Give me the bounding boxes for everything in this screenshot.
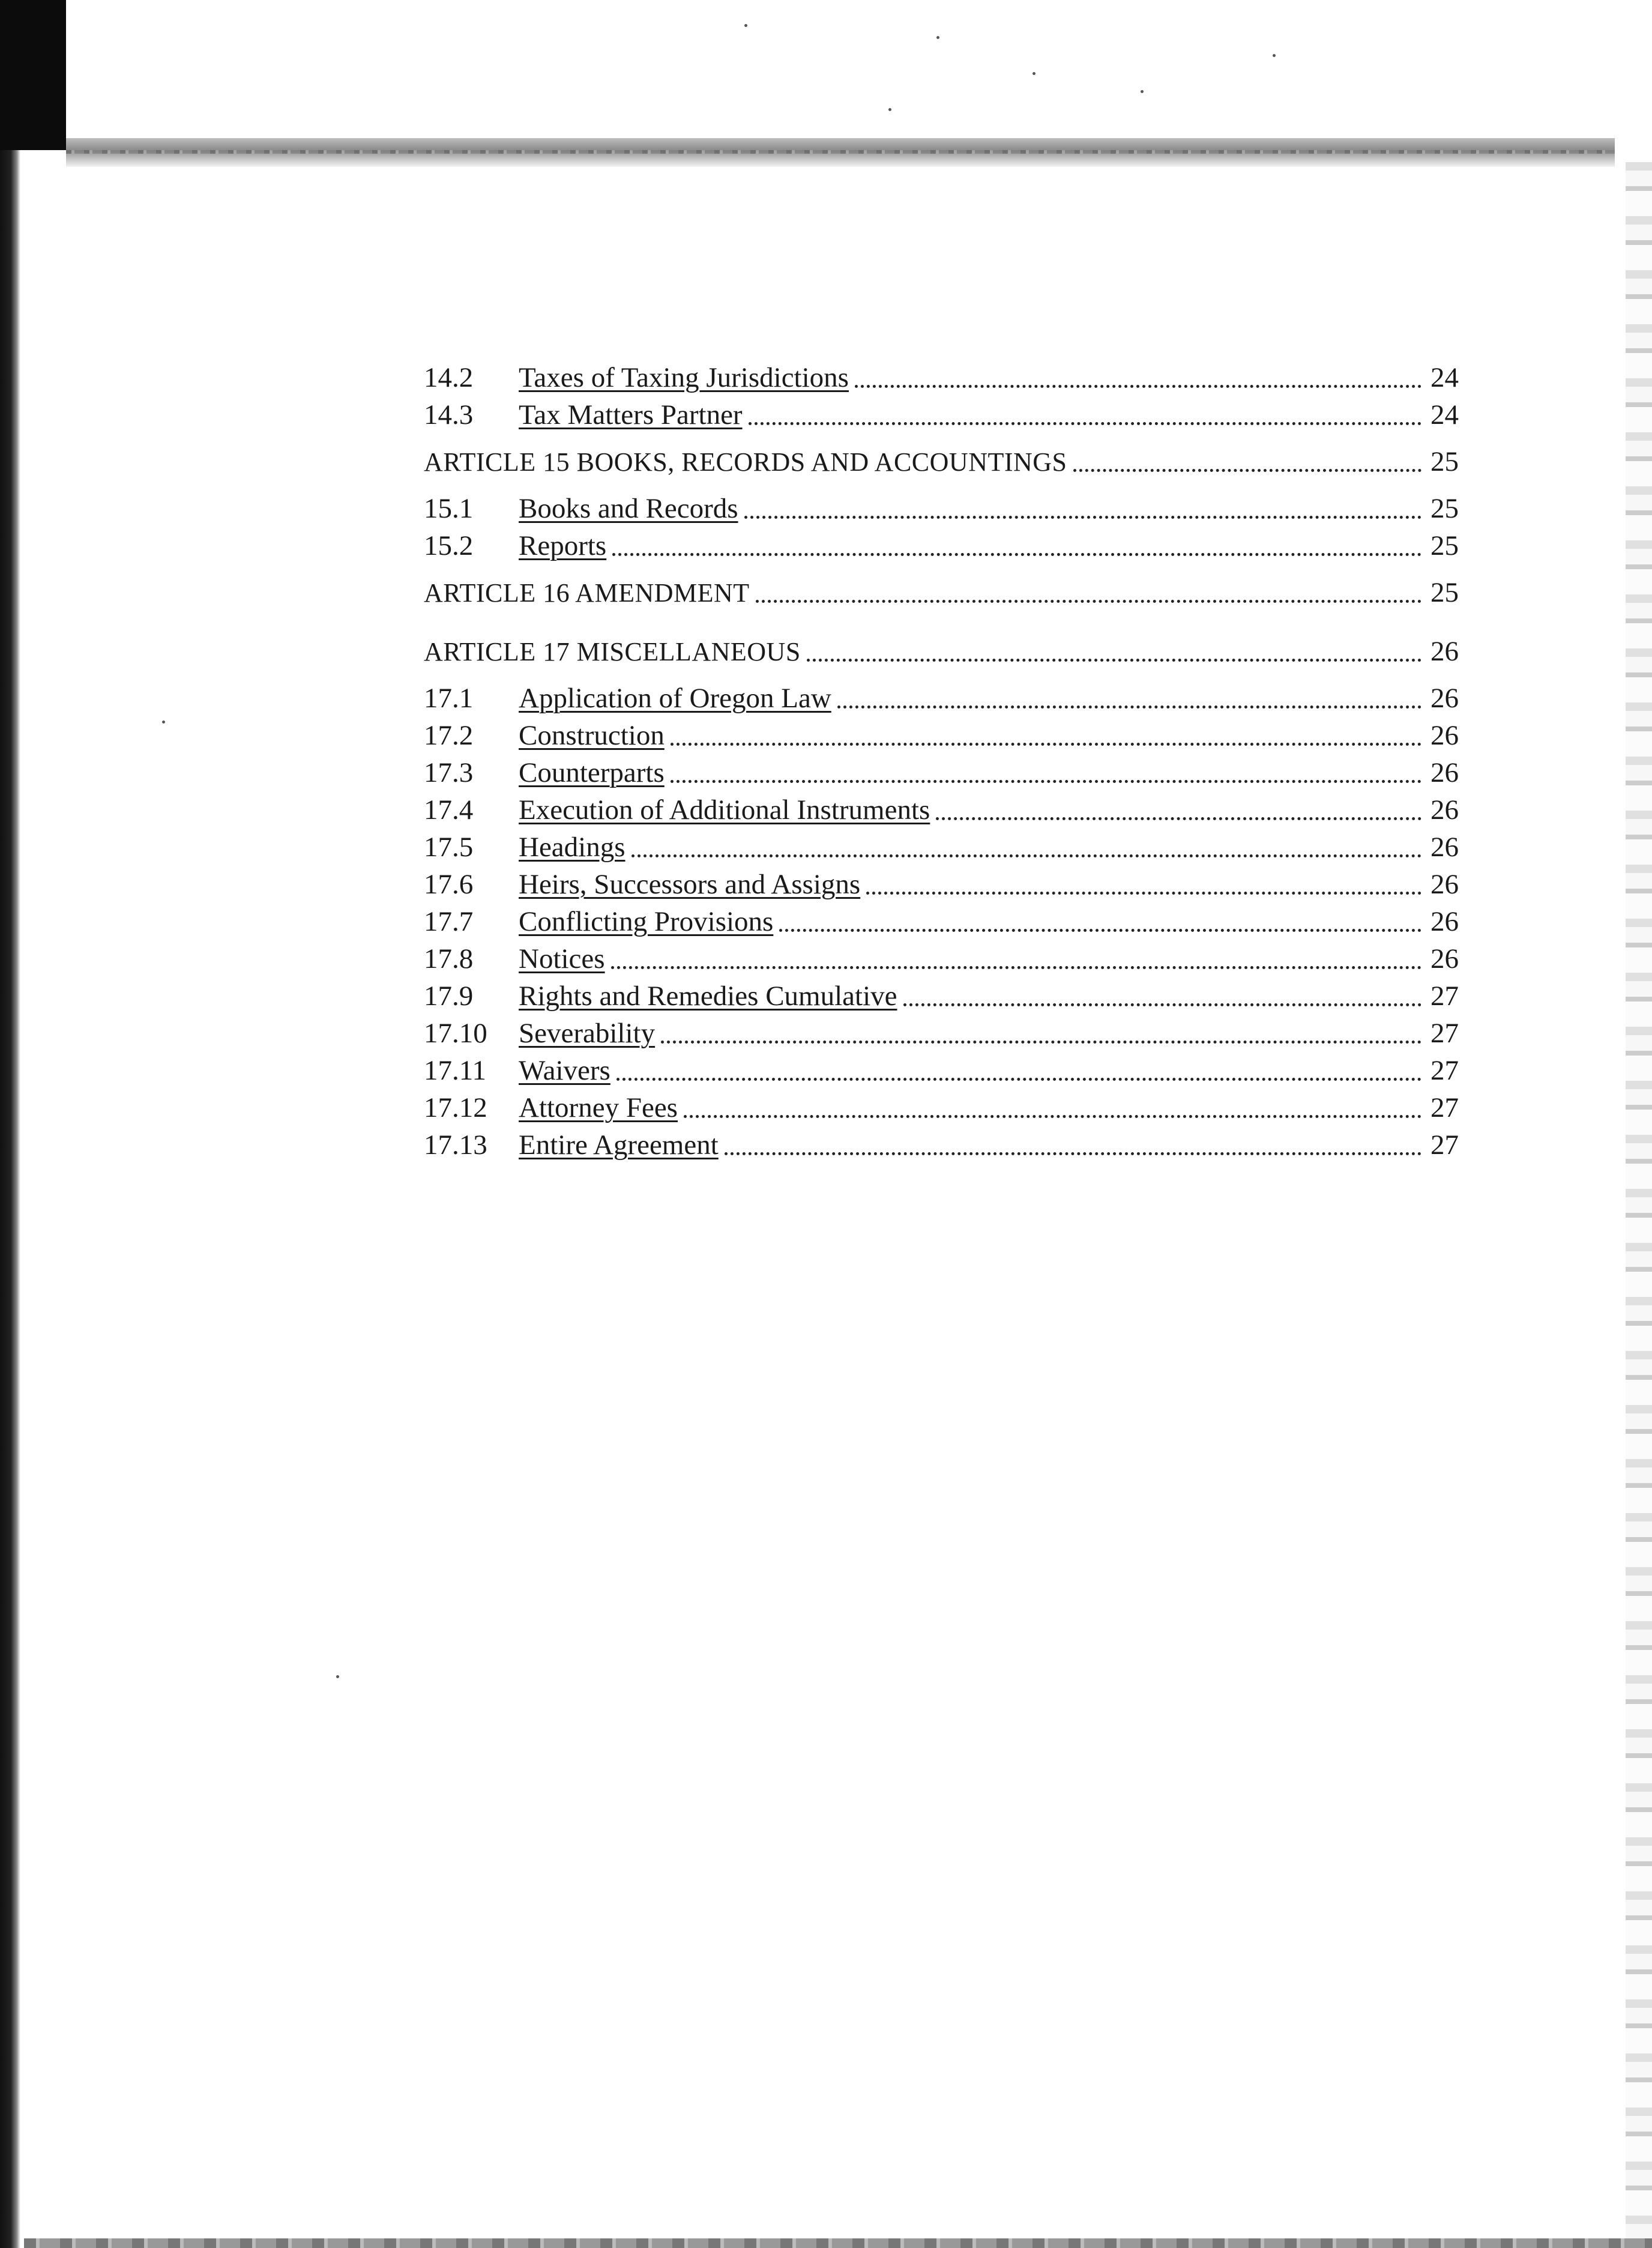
scan-speck: [1141, 90, 1144, 93]
section-number: 14.2: [424, 362, 474, 393]
section-title: Waivers: [519, 1055, 610, 1086]
section-number: 17.9: [424, 980, 474, 1012]
section-number: 17.7: [424, 906, 474, 937]
article-title: ARTICLE 17 MISCELLANEOUS: [424, 637, 801, 666]
toc-entry-17-9: [424, 977, 1459, 1015]
section-number: 17.5: [424, 832, 474, 863]
section-title: Taxes of Taxing Jurisdictions: [519, 362, 849, 393]
page-number: 24: [1430, 362, 1459, 393]
dot-leader: [684, 1089, 1421, 1126]
section-number: 17.2: [424, 720, 474, 751]
section-title: Attorney Fees: [519, 1092, 678, 1123]
page-number: 27: [1430, 1092, 1459, 1123]
toc-entry-17-12: [424, 1089, 1459, 1126]
toc-entry-17-5: [424, 829, 1459, 866]
dot-leader: [807, 633, 1421, 670]
page-number: 25: [1430, 446, 1459, 477]
section-title: Headings: [519, 832, 626, 863]
scan-edge-dark: [0, 0, 66, 150]
dot-leader: [671, 717, 1421, 754]
dot-leader: [661, 1015, 1421, 1052]
toc-entry-17-13: [424, 1126, 1459, 1164]
page-number: 26: [1430, 794, 1459, 826]
section-title: Entire Agreement: [519, 1129, 719, 1161]
article-title: ARTICLE 16 AMENDMENT: [424, 578, 750, 608]
toc-entry-17-1: [424, 680, 1459, 717]
scan-speck: [936, 36, 939, 39]
toc-entry-14-3: [424, 396, 1459, 434]
page-number: 27: [1430, 1018, 1459, 1049]
scan-speck: [744, 24, 747, 27]
section-number: 15.2: [424, 530, 474, 561]
section-title: Books and Records: [519, 493, 738, 524]
dot-leader: [671, 754, 1421, 791]
dot-leader: [632, 829, 1421, 866]
dot-leader: [616, 1052, 1421, 1089]
scan-edge-left: [0, 150, 20, 2248]
section-number: 15.1: [424, 493, 474, 524]
section-title: Rights and Remedies Cumulative: [519, 980, 897, 1012]
dot-leader: [611, 940, 1421, 977]
dot-leader: [744, 490, 1421, 527]
section-title: Application of Oregon Law: [519, 683, 831, 714]
page-number: 26: [1430, 720, 1459, 751]
section-title: Notices: [519, 943, 605, 974]
toc-entry-14-2: [424, 359, 1459, 396]
section-title: Execution of Additional Instruments: [519, 794, 930, 826]
scan-speck: [1273, 54, 1276, 57]
section-number: 17.12: [424, 1092, 487, 1123]
toc-entry-17-4: [424, 791, 1459, 829]
scan-speck: [888, 108, 891, 111]
dot-leader: [855, 359, 1421, 396]
page-number: 26: [1430, 636, 1459, 667]
page-number: 26: [1430, 832, 1459, 863]
page-number: 26: [1430, 869, 1459, 900]
section-number: 17.1: [424, 683, 474, 714]
page-number: 26: [1430, 757, 1459, 788]
dot-leader: [725, 1126, 1421, 1164]
section-number: 17.6: [424, 869, 474, 900]
section-number: 17.11: [424, 1055, 487, 1086]
page-number: 27: [1430, 1055, 1459, 1086]
toc-article-15: [424, 443, 1459, 480]
scan-speck: [1032, 72, 1036, 75]
page-number: 27: [1430, 1129, 1459, 1161]
section-number: 17.10: [424, 1018, 487, 1049]
section-title: Severability: [519, 1018, 656, 1049]
section-number: 17.4: [424, 794, 474, 826]
section-title: Construction: [519, 720, 665, 751]
section-title: Tax Matters Partner: [519, 399, 743, 431]
dot-leader: [866, 866, 1421, 903]
dot-leader: [612, 527, 1421, 564]
toc-entry-17-7: [424, 903, 1459, 940]
dot-leader: [756, 574, 1421, 611]
page-number: 26: [1430, 683, 1459, 714]
section-title: Conflicting Provisions: [519, 906, 774, 937]
toc-entry-15-2: [424, 527, 1459, 564]
dot-leader: [936, 791, 1421, 829]
dot-leader: [749, 396, 1421, 434]
page-number: 25: [1430, 493, 1459, 524]
dot-leader: [903, 977, 1421, 1015]
toc-article-16: [424, 574, 1459, 611]
page-number: 27: [1430, 980, 1459, 1012]
scan-edge-bottom: [24, 2238, 1652, 2248]
table-of-contents: [424, 359, 1459, 1164]
section-number: 17.3: [424, 757, 474, 788]
section-number: 17.8: [424, 943, 474, 974]
toc-entry-17-3: [424, 754, 1459, 791]
toc-entry-17-11: [424, 1052, 1459, 1089]
dot-leader: [1073, 443, 1421, 480]
section-title: Reports: [519, 530, 607, 561]
article-title: ARTICLE 15 BOOKS, RECORDS AND ACCOUNTINGS: [424, 447, 1067, 477]
dot-leader: [779, 903, 1421, 940]
dot-leader: [837, 680, 1421, 717]
scan-edge-right: [1626, 162, 1652, 2240]
toc-article-17: [424, 633, 1459, 670]
toc-entry-17-8: [424, 940, 1459, 977]
scan-edge-top: [66, 138, 1615, 167]
page-number: 24: [1430, 399, 1459, 431]
toc-entry-17-10: [424, 1015, 1459, 1052]
toc-entry-17-6: [424, 866, 1459, 903]
scan-speck: [162, 721, 165, 724]
page-number: 26: [1430, 943, 1459, 974]
toc-entry-17-2: [424, 717, 1459, 754]
toc-entry-15-1: [424, 490, 1459, 527]
scan-speck: [336, 1675, 339, 1678]
section-number: 14.3: [424, 399, 474, 431]
page-number: 25: [1430, 577, 1459, 608]
page-number: 25: [1430, 530, 1459, 561]
section-title: Heirs, Successors and Assigns: [519, 869, 861, 900]
page-number: 26: [1430, 906, 1459, 937]
section-title: Counterparts: [519, 757, 665, 788]
section-number: 17.13: [424, 1129, 487, 1161]
